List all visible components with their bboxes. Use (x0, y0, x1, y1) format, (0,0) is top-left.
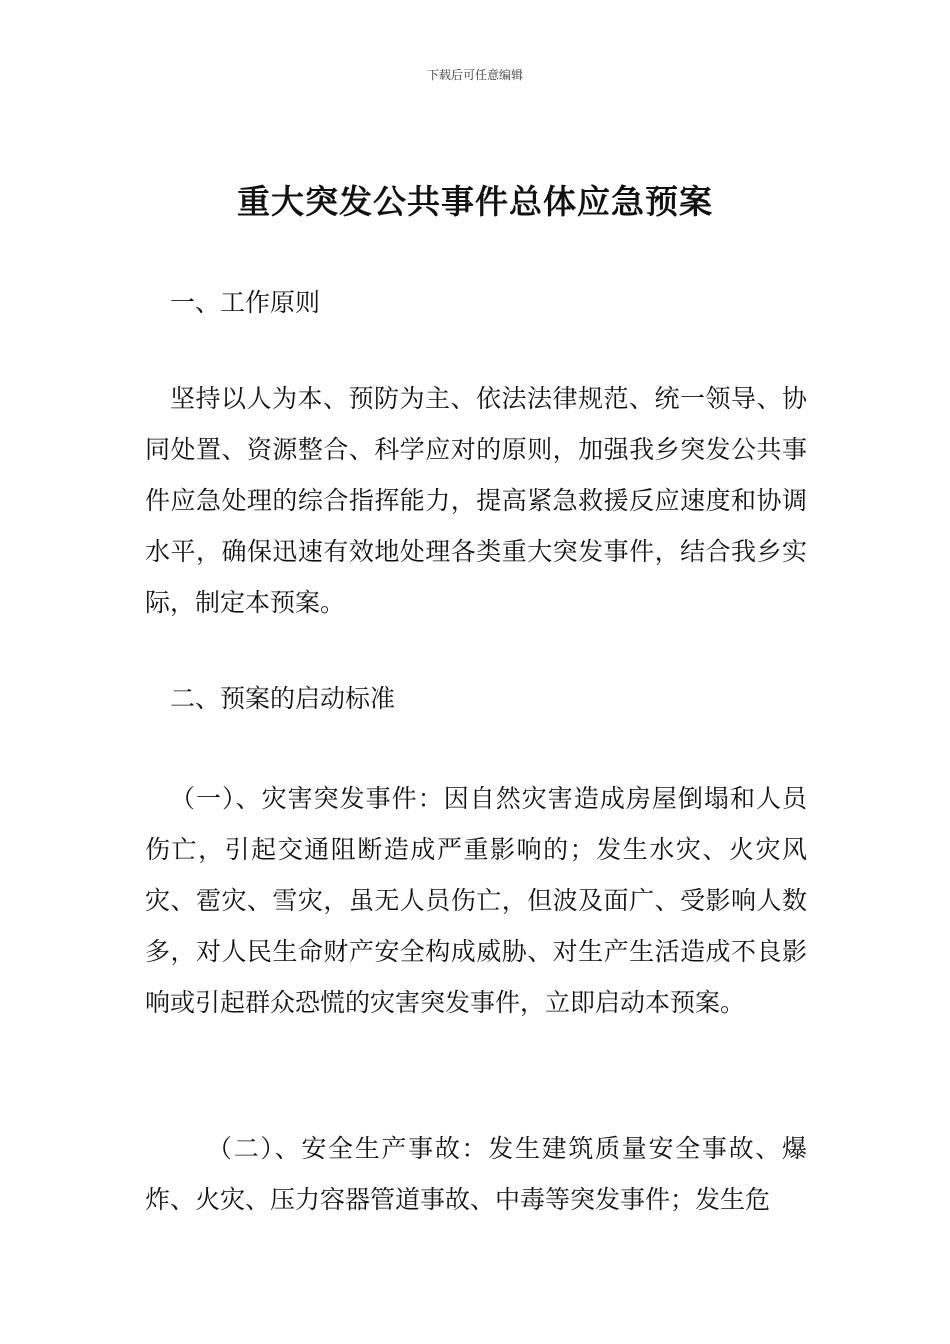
header-note: 下载后可任意编辑 (426, 68, 523, 82)
section-heading-principles: 一、工作原则 (170, 288, 321, 317)
document-title: 重大突发公共事件总体应急预案 (237, 182, 713, 221)
section-heading-activation-criteria: 二、预案的启动标准 (170, 684, 396, 713)
paragraph-safety-accidents: （二）、安全生产事故：发生建筑质量安全事故、爆炸、火灾、压力容器管道事故、中毒等突发事件；发生危 (145, 1134, 807, 1214)
paragraph-disaster-events: （一）、灾害突发事件：因自然灾害造成房屋倒塌和人员伤亡，引起交通阻断造成严重影响的；发生水灾、火灾风灾、雹灾、雪灾，虽无人员伤亡，但波及面广、受影响人数多，对人民生命财产安全构成威胁、对生产生活造成不良影响或引起群众恐慌的灾害突发事件，立即启动本预案。 (145, 784, 807, 1017)
paragraph-principles: 坚持以人为本、预防为主、依法法律规范、统一领导、协同处置、资源整合、科学应对的原则，加强我乡突发公共事件应急处理的综合指挥能力，提高紧急救援反应速度和协调水平，确保迅速有效地处理各类重大突发事件，结合我乡实际，制定本预案。 (145, 384, 807, 617)
